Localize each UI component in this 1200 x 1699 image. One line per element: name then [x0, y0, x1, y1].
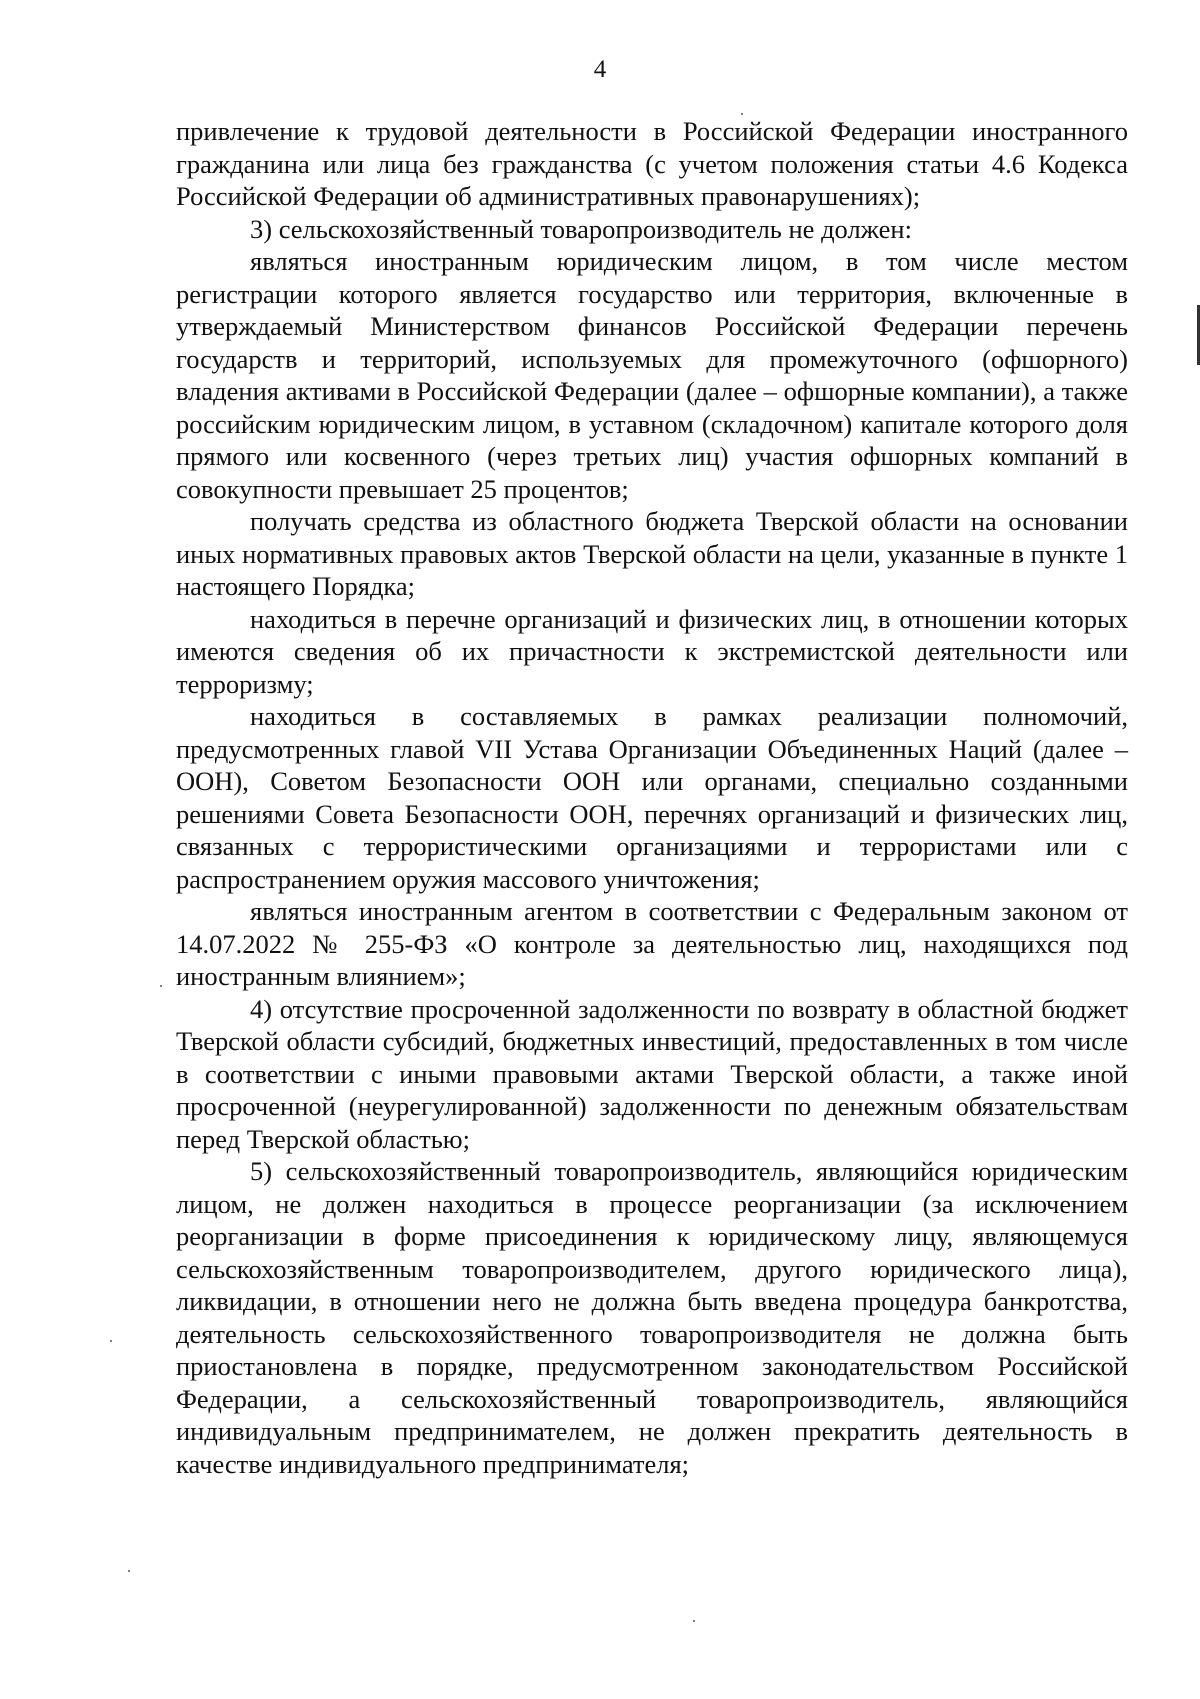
scan-speck: [741, 113, 743, 115]
paragraph-foreign-agent: являться иностранным агентом в соответствии с Федеральным законом от 14.07.2022 № 255-ФЗ «О контроле за деятельностью лиц, находящихся под иностранным влиянием»;: [176, 896, 1128, 991]
paragraph-item-5: 5) сельскохозяйственный товаропроизводитель, являющийся юридическим лицом, не должен находиться в процессе реорганизации (за исключением реорганизации в форме присоединения к юридическому лицу, являющемуся сельскохозяйственным товаропроизводителем, другого юридического лица), ликвидации, в отношении него не должна быть введена процедура банкротства, деятельность сельскохозяйственного товаропроизводителя не должна быть приостановлена в порядке, предусмотренном законодательством Российской Федерации, а сельскохозяйственный товаропроизводитель, являющийся индивидуальным предпринимателем, не должен прекратить деятельность в качестве индивидуального предпринимателя;: [176, 1156, 1128, 1479]
paragraph-item-4: 4) отсутствие просроченной задолженности по возврату в областной бюджет Тверской области субсидий, бюджетных инвестиций, предоставленных в том числе в соответствии с иными правовыми актами Тверской области, а также иной просроченной (неурегулированной) задолженности по денежным обязательствам перед Тверской областью;: [176, 993, 1128, 1154]
scan-speck: [110, 1340, 112, 1342]
page-number: 4: [593, 56, 607, 83]
paragraph-regional-funds: получать средства из областного бюджета Тверской области на основании иных нормативных правовых актов Тверской области на цели, указанные в пункте 1 настоящего Порядка;: [176, 506, 1128, 601]
paragraph-offshore: являться иностранным юридическим лицом, в том числе местом регистрации которого является государство или территория, включенные в утверждаемый Министерством финансов Российской Федерации перечень государств и территорий, используемых для промежуточного (офшорного) владения активами в Российской Федерации (далее – офшорные компании), а также российским юридическим лицом, в уставном (складочном) капитале которого доля прямого или косвенного (через третьих лиц) участия офшорных компаний в совокупности превышает 25 процентов;: [176, 246, 1128, 504]
paragraph-un-lists: находиться в составляемых в рамках реализации полномочий, предусмотренных главой VII Устава Организации Объединенных Наций (далее – ООН), Советом Безопасности ООН или органами, специально созданными решениями Совета Безопасности ООН, перечнях организаций и физических лиц, связанных с террористическими организациями и террористами или с распространением оружия массового уничтожения;: [176, 701, 1128, 894]
scan-speck: [693, 1620, 695, 1622]
document-body: [176, 115, 1128, 1480]
paragraph-continuation: привлечение к трудовой деятельности в Российской Федерации иностранного гражданина или лица без гражданства (с учетом положения статьи 4.6 Кодекса Российской Федерации об административных правонарушениях);: [176, 116, 1128, 211]
scan-speck: [160, 985, 162, 987]
paragraph-extremism-list: находиться в перечне организаций и физических лиц, в отношении которых имеются сведения об их причастности к экстремистской деятельности или терроризму;: [176, 603, 1128, 699]
paragraph-item-3: 3) сельскохозяйственный товаропроизводитель не должен:: [250, 213, 912, 244]
scan-speck: [128, 1570, 130, 1572]
